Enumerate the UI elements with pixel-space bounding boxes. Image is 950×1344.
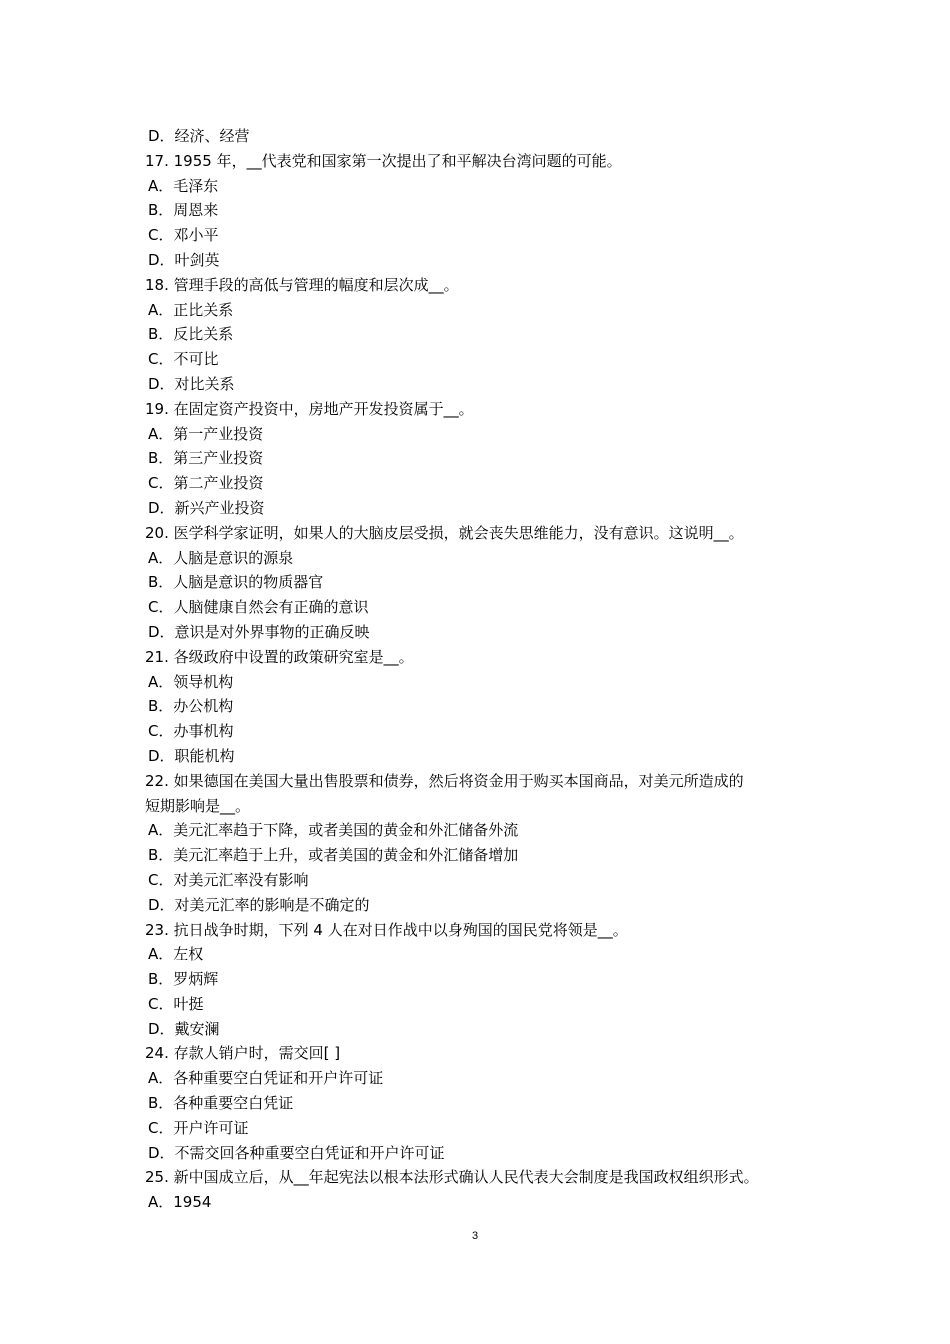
answer-option: C．不可比	[148, 350, 219, 369]
answer-option: C．人脑健康自然会有正确的意识	[148, 598, 369, 617]
answer-option: A．毛泽东	[148, 176, 219, 195]
answer-option: D．不需交回各种重要空白凭证和开户许可证	[148, 1143, 445, 1162]
answer-option: D．对美元汇率的影响是不确定的	[148, 895, 370, 914]
answer-option: A．正比关系	[148, 300, 234, 319]
answer-option: D．新兴产业投资	[148, 498, 265, 517]
answer-option: D．戴安澜	[148, 1019, 220, 1038]
page-number: 3	[471, 1230, 479, 1242]
answer-option: D．对比关系	[148, 374, 235, 393]
question-text: 21. 各级政府中设置的政策研究室是__。	[145, 647, 414, 666]
question-text: 20. 医学科学家证明，如果人的大脑皮层受损，就会丧失思维能力，没有意识。这说明__。	[145, 523, 744, 542]
answer-option: D．职能机构	[148, 746, 235, 765]
answer-option: B．反比关系	[148, 325, 234, 344]
question-text: 17. 1955 年，__代表党和国家第一次提出了和平解决台湾问题的可能。	[145, 151, 622, 170]
question-text: 短期影响是__。	[145, 796, 251, 815]
answer-option: C．第二产业投资	[148, 474, 264, 493]
answer-option: C．邓小平	[148, 226, 219, 245]
document-body	[145, 124, 825, 1215]
question-text: 18. 管理手段的高低与管理的幅度和层次成__。	[145, 275, 459, 294]
answer-option: B．第三产业投资	[148, 449, 264, 468]
answer-option: A．各种重要空白凭证和开户许可证	[148, 1069, 384, 1088]
answer-option: A．美元汇率趋于下降，或者美国的黄金和外汇储备外流	[148, 821, 519, 840]
answer-option: C．办事机构	[148, 722, 234, 741]
answer-option: C．叶挺	[148, 994, 204, 1013]
question-text: 24. 存款人销户时，需交回[ ]	[145, 1044, 341, 1063]
answer-option: B．办公机构	[148, 697, 234, 716]
answer-option: B．美元汇率趋于上升，或者美国的黄金和外汇储备增加	[148, 846, 519, 865]
question-text: 19. 在固定资产投资中，房地产开发投资属于__。	[145, 399, 474, 418]
answer-option: A．1954	[148, 1193, 212, 1212]
answer-option: B．周恩来	[148, 201, 219, 220]
answer-option: D．意识是对外界事物的正确反映	[148, 622, 370, 641]
answer-option: A．人脑是意识的源泉	[148, 548, 294, 567]
answer-option: C．对美元汇率没有影响	[148, 870, 309, 889]
answer-option: A．左权	[148, 945, 204, 964]
question-text: 23. 抗日战争时期，下列 4 人在对日作战中以身殉国的国民党将领是__。	[145, 920, 628, 939]
answer-option: C．开户许可证	[148, 1118, 249, 1137]
answer-option: D．叶剑英	[148, 250, 220, 269]
answer-option: B．各种重要空白凭证	[148, 1094, 294, 1113]
answer-option: D．经济、经营	[148, 127, 250, 145]
answer-option: A．第一产业投资	[148, 424, 264, 443]
answer-option: B．人脑是意识的物质器官	[148, 573, 324, 592]
question-text: 25. 新中国成立后，从__年起宪法以根本法形式确认人民代表大会制度是我国政权组织形式。	[145, 1168, 759, 1187]
answer-option: B．罗炳辉	[148, 970, 219, 989]
answer-option: A．领导机构	[148, 672, 234, 691]
question-text: 22. 如果德国在美国大量出售股票和债券，然后将资金用于购买本国商品，对美元所造成的	[145, 771, 744, 790]
